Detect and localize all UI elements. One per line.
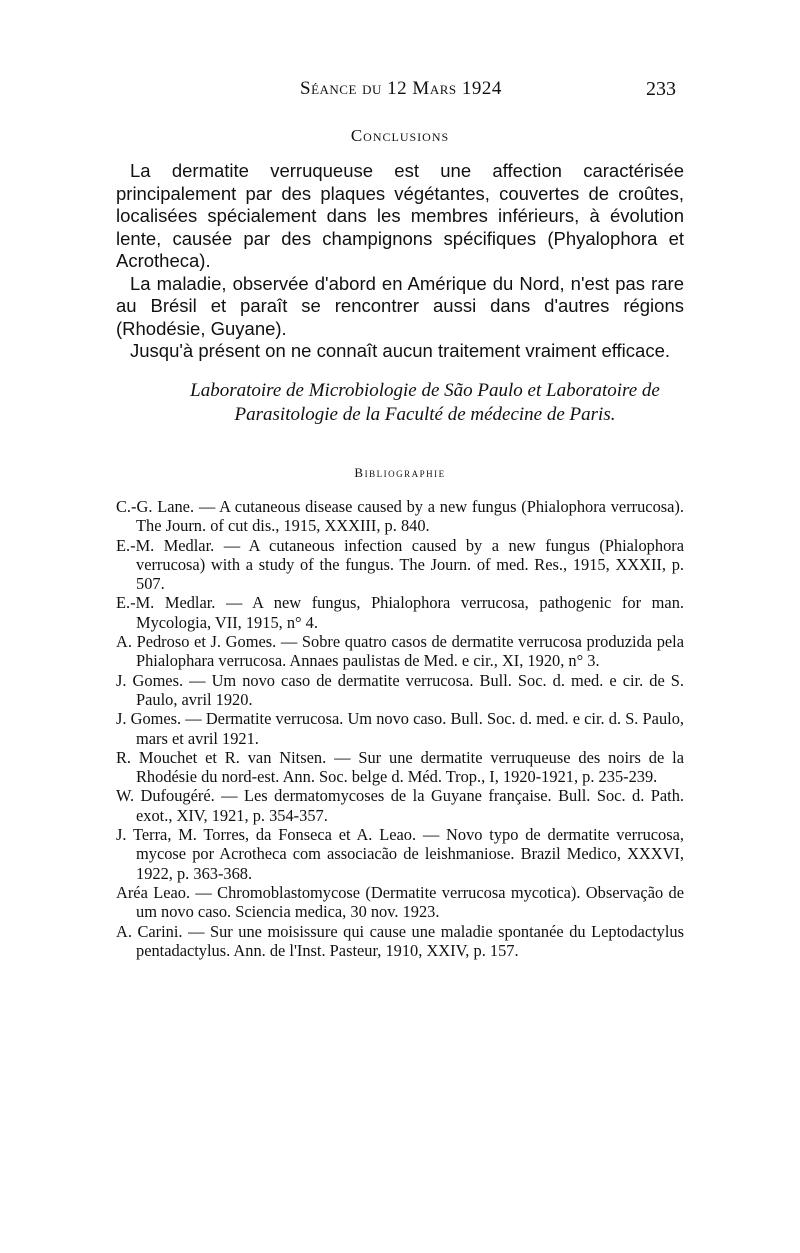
bibliography-heading: Bibliographie <box>354 465 446 480</box>
page-number: 233 <box>646 78 676 100</box>
bibliography-entry: J. Gomes. — Um novo caso de dermatite verrucosa. Bull. Soc. d. med. e cir. de S. Paulo, avril 1920. <box>116 670 684 709</box>
bibliography-entry: J. Terra, M. Torres, da Fonseca et A. Leao. — Novo typo de dermatite verrucosa, mycose por Acrotheca com associacão de leishmaniose. Brazil Medico, XXXVI, 1922, p. 363-368. <box>116 825 684 883</box>
bibliography-entry: J. Gomes. — Dermatite verrucosa. Um novo caso. Bull. Soc. d. med. e cir. d. S. Paulo, mars et avril 1921. <box>116 709 684 748</box>
conclusion-paragraph: Jusqu'à présent on ne connaît aucun traitement vraiment efficace. <box>130 340 671 361</box>
bibliography-entry: E.-M. Medlar. — A new fungus, Phialophora verrucosa, pathogenic for man. Mycologia, VII, 1915, n° 4. <box>116 593 684 632</box>
bibliography-entry: E.-M. Medlar. — A cutaneous infection caused by a new fungus (Phialophora verrucosa) with a study of the fungus. The Journ. of med. Res., 1915, XXXII, p. 507. <box>116 535 684 594</box>
conclusion-paragraph: La dermatite verruqueuse est une affection caractérisée principalement par des plaques végétantes, couvertes de croûtes, localisées spécialement dans les membres inférieurs, à évolution lente, causée par des champignons spécifiques (Phyalophora et Acrotheca). <box>116 160 684 271</box>
bibliography-entry: Aréa Leao. — Chromoblastomycose (Dermatite verrucosa mycotica). Observação de um novo caso. Sciencia medica, 30 nov. 1923. <box>116 882 684 922</box>
bibliography-entry: W. Dufougéré. — Les dermatomycoses de la Guyane française. Bull. Soc. d. Path. exot., XIV, 1921, p. 354-357. <box>116 786 684 825</box>
laboratory-affiliation: Laboratoire de Microbiologie de São Paulo et Laboratoire de Parasitologie de la Faculté de médecine de Paris. <box>190 379 660 425</box>
bibliography-entry: A. Carini. — Sur une moisissure qui cause une maladie spontanée du Leptodactylus pentadactylus. Ann. de l'Inst. Pasteur, 1910, XXIV, p. 157. <box>116 921 684 960</box>
running-header: Séance du 12 Mars 1924 <box>300 78 502 99</box>
bibliography-entry: C.-G. Lane. — A cutaneous disease caused by a new fungus (Phialophora verrucosa). The Journ. of cut dis., 1915, XXXIII, p. 840. <box>116 497 684 536</box>
bibliography-entry: R. Mouchet et R. van Nitsen. — Sur une dermatite verruqueuse des noirs de la Rhodésie du nord-est. Ann. Soc. belge d. Méd. Trop., I, 1920-1921, p. 235-239. <box>116 747 684 787</box>
bibliography-list <box>116 497 684 960</box>
conclusions-heading: Conclusions <box>350 126 450 145</box>
bibliography-entry: A. Pedroso et J. Gomes. — Sobre quatro casos de dermatite verrucosa produzida pela Phialophara verrucosa. Annaes paulistas de Med. e cir., XI, 1920, n° 3. <box>116 632 684 671</box>
conclusions-body <box>116 160 684 427</box>
conclusion-paragraph: La maladie, observée d'abord en Amérique du Nord, n'est pas rare au Brésil et paraît se rencontrer aussi dans d'autres régions (Rhodésie, Guyane). <box>116 272 684 339</box>
